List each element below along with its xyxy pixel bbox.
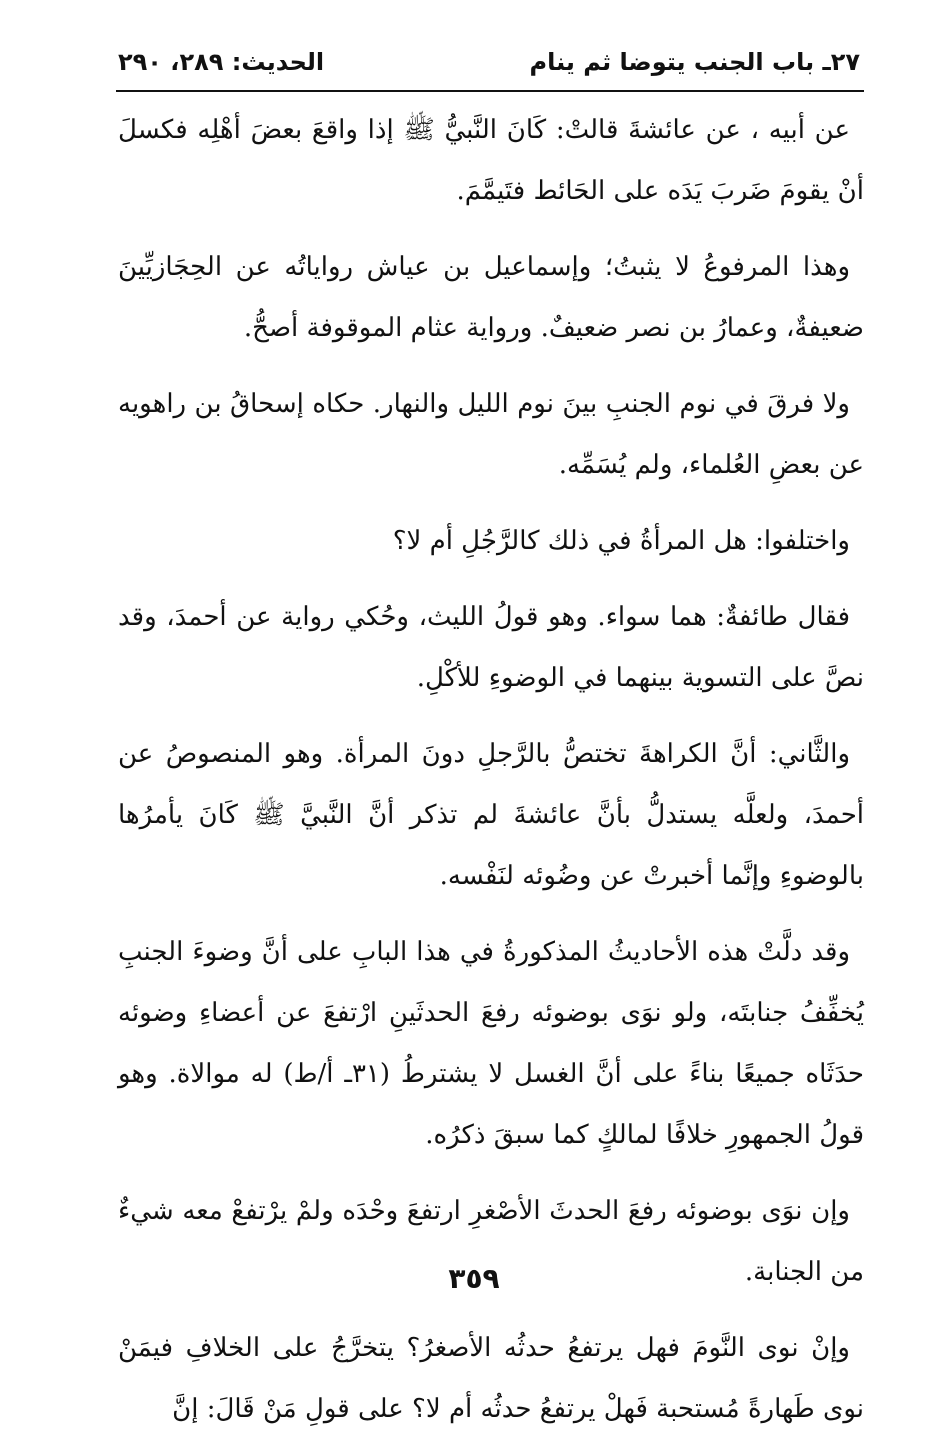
paragraph: وهذا المرفوعُ لا يثبتُ؛ وإسماعيل بن عياش رواياتُه عن الحِجَازيِّينَ ضعيفةٌ، وعمارُ بن نصر ضعيفٌ. ورواية عثام الموقوفة أصحُّ. <box>118 252 864 343</box>
paragraph: واختلفوا: هل المرأةُ في ذلك كالرَّجُلِ أم لا؟ <box>392 526 850 556</box>
paragraph: وقد دلَّتْ هذه الأحاديثُ المذكورةُ في هذا البابِ على أنَّ وضوءَ الجنبِ يُخفِّفُ جنابتَه، ولو نوَى بوضوئه رفعَ الحدثَينِ ارْتفعَ عن أعضاءِ وضوئه حدَثَاه جميعًا بناءً على أنَّ الغسل لا يشترطُ (٣١ـ أ/ط) له موالاة. وهو قولُ الجمهورِ خلافًا لمالكٍ كما سبقَ ذكرُه. <box>118 937 864 1150</box>
page-number: ٣٥٩ <box>448 1262 500 1295</box>
chapter-title: ٢٧ـ باب الجنب يتوضا ثم ينام <box>529 48 860 76</box>
main-text <box>118 100 864 1455</box>
paragraph: فقال طائفةٌ: هما سواء. وهو قولُ الليث، وحُكي رواية عن أحمدَ، وقد نصَّ على التسوية بينهما في الوضوءِ للأكْلِ. <box>118 602 864 693</box>
paragraph: وإن نوَى بوضوئه رفعَ الحدثَ الأصْغرِ ارتفعَ وحْدَه ولمْ يرْتفعْ معه شيءٌ من الجنابة. <box>118 1196 864 1287</box>
paragraph: والثَّاني: أنَّ الكراهةَ تختصُّ بالرَّجلِ دونَ المرأة. وهو المنصوصُ عن أحمدَ، ولعلَّه يستدلُّ بأنَّ عائشةَ لم تذكر أنَّ النَّبيَّ ﷺ كَانَ يأمرُها بالوضوءِ وإنَّما أخبرتْ عن وضُوئه لنَفْسه. <box>118 739 864 891</box>
paragraph: وإنْ نوى النَّومَ فهل يرتفعُ حدثُه الأصغرُ؟ يتخرَّجُ على الخلافِ فيمَنْ نوى طَهارةً مُستحبة فَهلْ يرتفعُ حدثُه أم لا؟ على قولِ مَنْ قَالَ: إنَّ <box>118 1333 864 1424</box>
hadith-numbers: الحديث: ٢٨٩، ٢٩٠ <box>118 48 325 76</box>
paragraph: عن أبيه ، عن عائشةَ قالتْ: كَانَ النَّبيُّ ﷺ إذا واقعَ بعضَ أهْلِه فكسلَ أنْ يقومَ ضَربَ يَدَه على الحَائط فتَيمَّمَ. <box>118 115 864 206</box>
paragraph: ولا فرقَ في نوم الجنبِ بينَ نوم الليل والنهار. حكاه إسحاقُ بن راهويه عن بعضِ العُلماء، ولم يُسَمِّه. <box>118 389 864 480</box>
header-divider <box>116 90 864 92</box>
running-header <box>118 40 860 84</box>
